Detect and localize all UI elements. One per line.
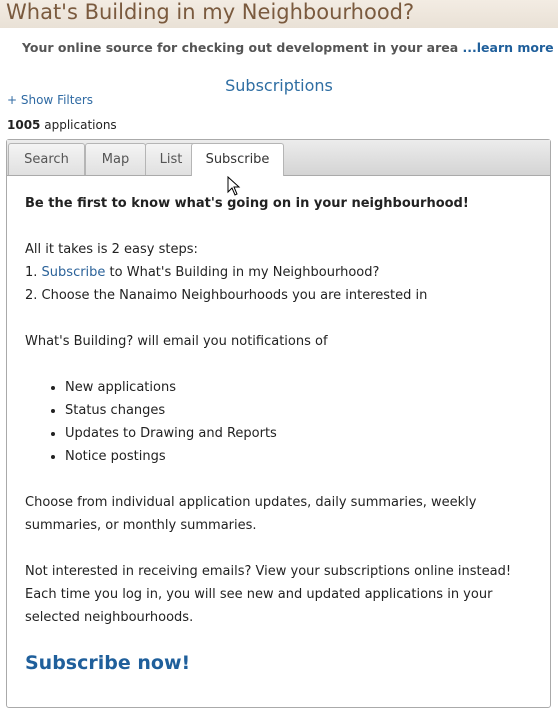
tagline <box>22 40 554 55</box>
subscribe-content <box>25 192 535 677</box>
header-bar <box>0 0 558 28</box>
step-1-prefix: 1. <box>25 265 42 280</box>
list-item: • Updates to Drawing and Reports <box>65 422 535 445</box>
tab-list[interactable]: List <box>145 143 197 175</box>
results-count-unit: applications <box>44 118 117 132</box>
tab-panel <box>6 139 551 708</box>
mouse-cursor-icon <box>227 176 243 196</box>
learn-more-link[interactable]: ...learn more <box>462 40 554 55</box>
tab-subscribe[interactable]: Subscribe <box>191 143 284 176</box>
list-item: • Status changes <box>65 399 535 422</box>
steps-intro: All it takes is 2 easy steps: <box>25 242 198 257</box>
tab-search[interactable]: Search <box>8 143 85 175</box>
online-text-1: Not interested in receiving emails? View your subscriptions online instead! <box>25 564 512 579</box>
notification-list <box>25 376 535 468</box>
subscribe-headline: Be the first to know what's going on in your neighbourhood! <box>25 196 469 211</box>
notify-intro: What's Building? will email you notifications of <box>25 334 328 349</box>
step-2: 2. Choose the Nanaimo Neighbourhoods you are interested in <box>25 288 428 303</box>
page-title: Subscriptions <box>225 76 333 95</box>
online-text-2: Each time you log in, you will see new and updated applications in your selected neighbourhoods. <box>25 587 493 625</box>
tab-bar <box>7 140 550 176</box>
subscribe-link[interactable]: Subscribe <box>41 265 106 280</box>
tab-map[interactable]: Map <box>85 143 146 175</box>
app-title: What's Building in my Neighbourhood? <box>6 0 415 24</box>
tagline-text: Your online source for checking out development in your area <box>22 40 459 55</box>
list-item: • New applications <box>65 376 535 399</box>
show-filters-link[interactable]: + Show Filters <box>7 93 94 107</box>
frequency-text: Choose from individual application updates, daily summaries, weekly summaries, or monthly summaries. <box>25 495 477 533</box>
step-1 <box>25 261 535 284</box>
step-1-text: to What's Building in my Neighbourhood? <box>105 265 380 280</box>
results-count <box>7 118 117 132</box>
subscribe-now-link[interactable]: Subscribe now! <box>25 652 191 674</box>
results-count-number: 1005 <box>7 118 41 132</box>
list-item: • Notice postings <box>65 445 535 468</box>
